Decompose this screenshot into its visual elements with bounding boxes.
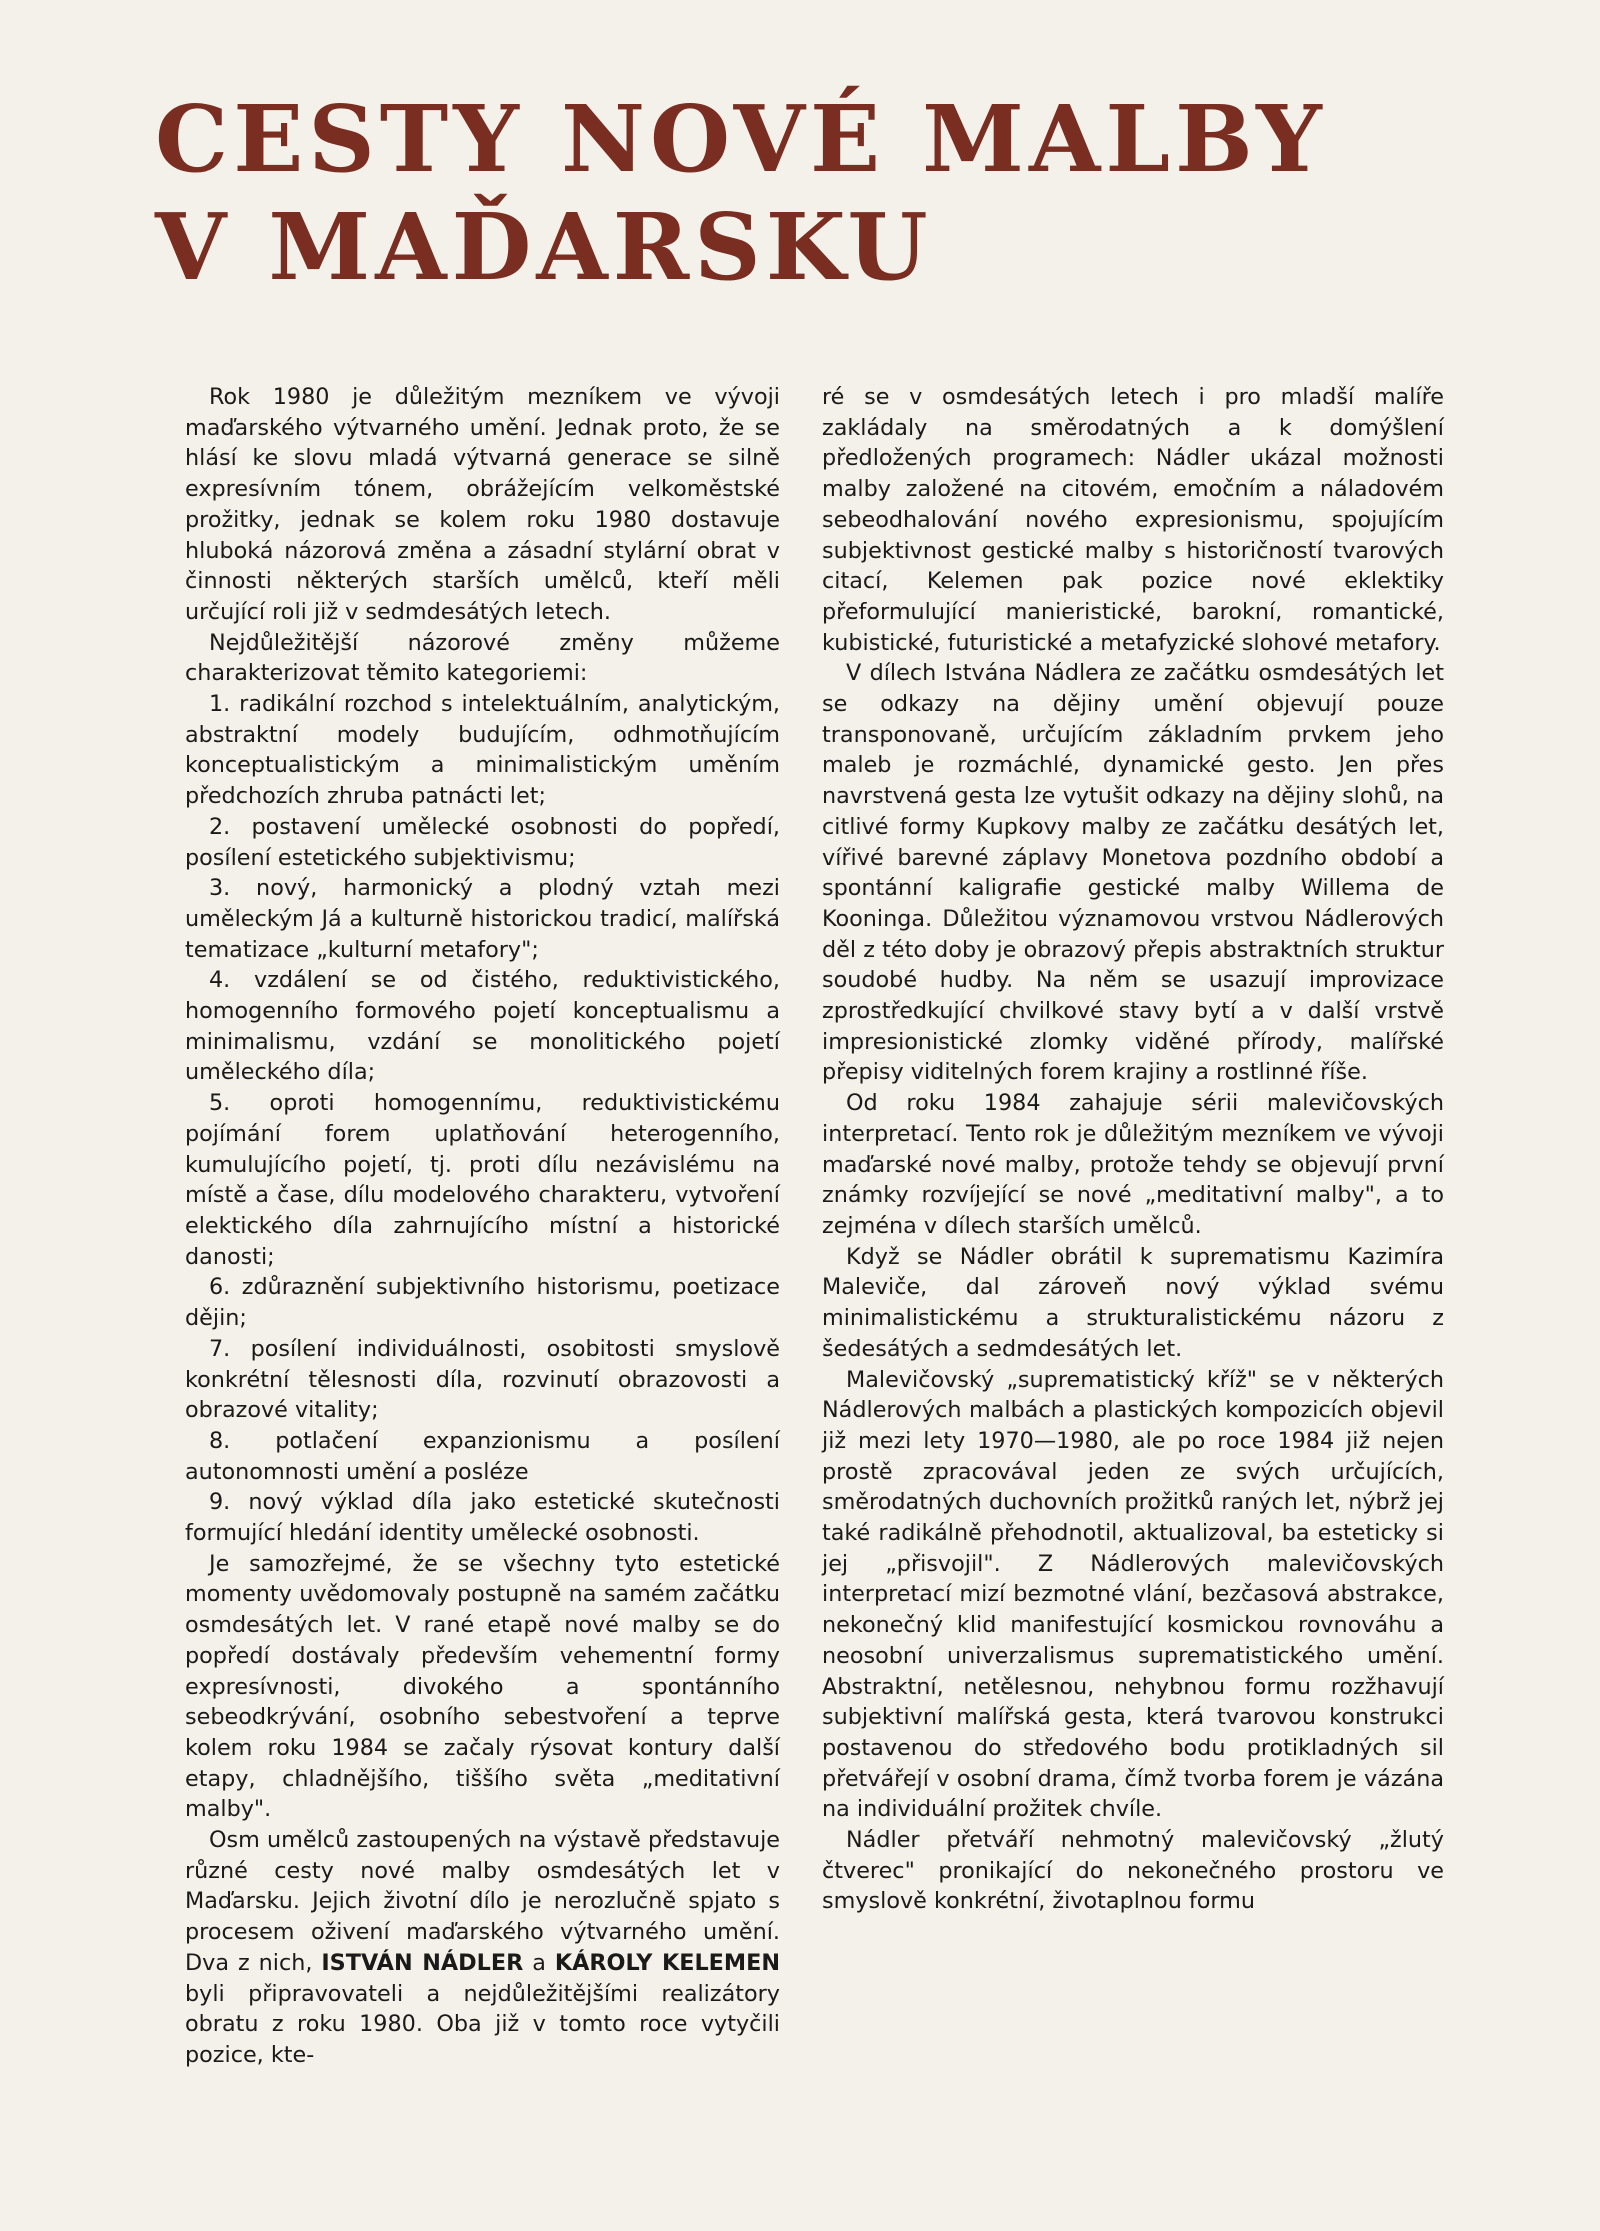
text-run: a bbox=[523, 1949, 555, 1976]
paragraph: V dílech Istvána Nádlera ze začátku osmdesátých let se odkazy na dějiny umění objevují pouze transponovaně, určujícím základním prvkem jeho maleb je rozmáchlé, dynamické gesto. Jen přes navrstvená gesta lze vytušit odkazy na dějiny slohů, na citlivé formy Kupkovy malby ze začátku desátých let, vířivé barevné záplavy Monetova pozdního období a spontánní kaligrafie gestické malby Willema de Kooninga. Důležitou významovou vrstvou Nádlerových děl z této doby je obrazový přepis abstraktních struktur soudobé hudby. Na něm se usazují improvizace zprostředkující chvilkové stavy bytí a v další vrstvě impresionistické zlomky viděné přírody, malířské přepisy viditelných forem krajiny a rostlinné říše. bbox=[822, 660, 1444, 1086]
article-title bbox=[155, 85, 1475, 301]
paragraph: Je samozřejmé, že se všechny tyto estetické momenty uvědomovaly postupně na samém začátku osmdesátých let. V rané etapě nové malby se do popředí dostávaly především vehementní formy expresívnosti, divokého a spontánního sebeodkrývání, osobního sebestvoření a teprve kolem roku 1984 se začaly rýsovat kontury další etapy, chladnějšího, tiššího světa „meditativní malby". bbox=[185, 1550, 780, 1823]
paragraph: Když se Nádler obrátil k suprematismu Kazimíra Maleviče, dal zároveň nový výklad svému minimalistickému a strukturalistickému názoru z šedesátých a sedmdesátých let. bbox=[822, 1243, 1444, 1362]
text-run: byli připravovateli a nejdůležitějšími realizátory obratu z roku 1980. Oba již v tomto roce vytyčili pozice, kte- bbox=[185, 1980, 780, 2068]
paragraph: ré se v osmdesátých letech i pro mladší malíře zakládaly na směrodatných a k domýšlení předložených programech: Nádler ukázal možnosti malby založené na citovém, emočním a náladovém sebeodhalování nového expresionismu, spojujícím subjektivnost gestické malby s historičností tvarových citací, Kelemen pak pozice nové eklektiky přeformulující manieristické, barokní, romantické, kubistické, futuristické a metafyzické slohové metafory. bbox=[822, 384, 1444, 656]
paragraph: Nejdůležitější názorové změny můžeme charakterizovat těmito kategoriemi: bbox=[185, 629, 780, 687]
left-column bbox=[185, 382, 780, 2071]
list-item: 9. nový výklad díla jako estetické skutečnosti formující hledání identity umělecké osobnosti. bbox=[185, 1489, 780, 1547]
list-item: 8. potlačení expanzionismu a posílení autonomnosti umění a posléze bbox=[185, 1427, 780, 1485]
paragraph: Rok 1980 je důležitým mezníkem ve vývoji maďarského výtvarného umění. Jednak proto, že se hlásí ke slovu mladá výtvarná generace se silně expresívním tónem, obrážejícím velkoměstské prožitky, jednak se kolem roku 1980 dostavuje hluboká názorová změna a zásadní stylární obrat v činnosti některých starších umělců, kteří měli určující roli již v sedmdesátých letech. bbox=[185, 384, 780, 625]
list-item: 4. vzdálení se od čistého, reduktivistického, homogenního formového pojetí konceptualismu a minimalismu, vzdání se monolitického pojetí uměleckého díla; bbox=[185, 967, 780, 1086]
artist-name: KÁROLY KELEMEN bbox=[554, 1949, 780, 1976]
list-item: 1. radikální rozchod s intelektuálním, analytickým, abstraktní modely budujícím, odhmotňujícím konceptualistickým a minimalistickým uměním předchozích zhruba patnácti let; bbox=[185, 691, 780, 810]
list-item: 7. posílení individuálnosti, osobitosti smyslově konkrétní tělesnosti díla, rozvinutí obrazovosti a obrazové vitality; bbox=[185, 1335, 780, 1424]
paragraph: Od roku 1984 zahajuje sérii malevičovských interpretací. Tento rok je důležitým mezníkem ve vývoji maďarské nové malby, protože tehdy se objevují první známky rozvíjející se nové „meditativní malby", a to zejména v dílech starších umělců. bbox=[822, 1090, 1444, 1239]
list-item: 2. postavení umělecké osobnosti do popředí, posílení estetického subjektivismu; bbox=[185, 813, 780, 871]
paragraph: Malevičovský „suprematistický kříž" se v některých Nádlerových malbách a plastických kompozicích objevil již mezi lety 1970—1980, ale po roce 1984 již nejen prostě zpracovával jeden ze svých určujících, směrodatných duchovních prožitků raných let, nýbrž jej také radikálně přehodnotil, aktualizoval, ba esteticky si jej „přisvojil". Z Nádlerových malevičovských interpretací mizí bezmotné vlání, bezčasová abstrakce, nekonečný klid manifestující kosmickou rovnováhu a neosobní univerzalismus suprematistického umění. Abstraktní, netělesnou, nehybnou formu rozžhavují subjektivní malířská gesta, která tvarovou konstrukci postavenou do středového bodu protikladných sil přetvářejí v osobní drama, čímž tvorba forem je vázána na individuální prožitek chvíle. bbox=[822, 1366, 1444, 1823]
text-run: Osm umělců zastoupených na výstavě představuje různé cesty nové malby osmdesátých let v Maďarsku. Jejich životní dílo je nerozlučně spjato s procesem oživení maďarského výtvarného umění. Dva z nich, bbox=[185, 1827, 780, 1976]
title-line-2: V MAĎARSKU bbox=[155, 193, 933, 301]
artist-name: ISTVÁN NÁDLER bbox=[321, 1949, 524, 1976]
right-column bbox=[822, 382, 1444, 1917]
title-line-1: CESTY NOVÉ MALBY bbox=[155, 85, 1327, 193]
paragraph bbox=[185, 1825, 780, 2071]
list-item: 5. oproti homogennímu, reduktivistickému pojímání forem uplatňování heterogenního, kumulujícího pojetí, tj. proti dílu nezávislému na místě a čase, dílu modelového charakteru, vytvoření elektického díla zahrnujícího místní a historické danosti; bbox=[185, 1090, 780, 1270]
list-item: 6. zdůraznění subjektivního historismu, poetizace dějin; bbox=[185, 1274, 780, 1332]
list-item: 3. nový, harmonický a plodný vztah mezi uměleckým Já a kulturně historickou tradicí, malířská tematizace „kulturní metafory"; bbox=[185, 875, 780, 963]
paragraph: Nádler přetváří nehmotný malevičovský „žlutý čtverec" pronikající do nekonečného prostoru ve smyslově konkrétní, životaplnou formu bbox=[822, 1827, 1444, 1915]
